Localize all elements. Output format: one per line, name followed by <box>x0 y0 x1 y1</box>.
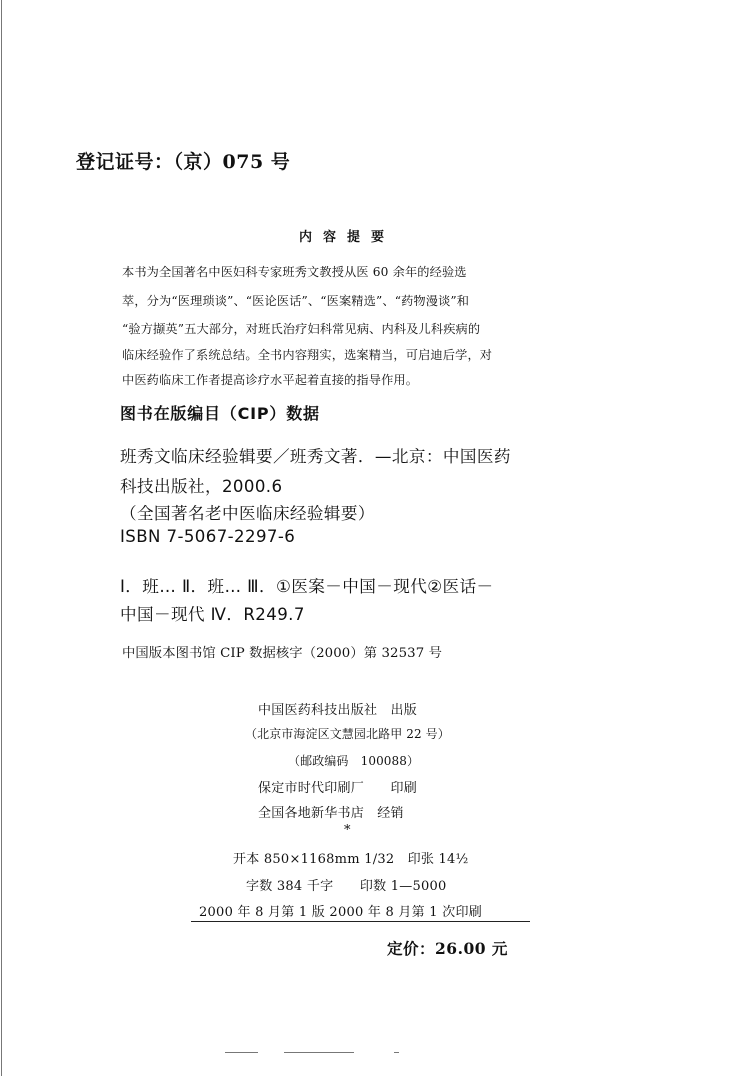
distributor-line: 全国各地新华书店 经销 <box>258 806 404 821</box>
edition-line: 2000 年 8 月第 1 版 2000 年 8 月第 1 次印刷 <box>199 905 482 920</box>
cip-line-classification: Ⅰ．班… Ⅱ．班… Ⅲ．①医案－中国－现代②医话－ <box>120 577 494 596</box>
cip-heading: 图书在版编目（CIP）数据 <box>120 404 320 423</box>
summary-line: 本书为全国著名中医妇科专家班秀文教授从医 60 余年的经验选 <box>122 265 467 279</box>
price-line: 定价：26.00 元 <box>387 939 508 958</box>
publisher-address: （北京市海淀区文慧园北路甲 22 号） <box>245 727 450 741</box>
scan-artifact-line <box>284 1052 354 1053</box>
scan-page-edge <box>1 0 2 1076</box>
registration-number: 登记证号：（京）075 号 <box>76 151 291 173</box>
scan-artifact-line <box>394 1052 399 1053</box>
cip-line-publisher: 科技出版社，2000.6 <box>120 477 283 496</box>
cip-line-isbn: ISBN 7-5067-2297-6 <box>120 527 296 546</box>
printer-line: 保定市时代印刷厂 印刷 <box>258 781 418 796</box>
scan-artifact-line <box>225 1052 258 1053</box>
summary-title: 内容提要 <box>299 230 396 245</box>
summary-line: “验方撷英”五大部分，对班氏治疗妇科常见病、内科及儿科疾病的 <box>122 322 481 336</box>
postcode-line: （邮政编码 100088） <box>288 754 420 768</box>
publisher-line: 中国医药科技出版社 出版 <box>258 703 418 718</box>
separator-star: * <box>344 823 351 838</box>
cip-line-series: （全国著名老中医临床经验辑要） <box>120 504 375 523</box>
format-line: 开本 850×1168mm 1/32 印张 14½ <box>233 852 469 867</box>
cip-line-classification-cont: 中国－现代 Ⅳ．R249.7 <box>120 605 305 624</box>
summary-line: 中医药临床工作者提高诊疗水平起着直接的指导作用。 <box>122 373 419 387</box>
cip-check-number: 中国版本图书馆 CIP 数据核字（2000）第 32537 号 <box>122 646 442 661</box>
word-count-line: 字数 384 千字 印数 1—5000 <box>246 879 447 894</box>
cip-line-title: 班秀文临床经验辑要／班秀文著．—北京：中国医药 <box>120 447 511 466</box>
price-separator-rule <box>191 921 530 922</box>
summary-line: 临床经验作了系统总结。全书内容翔实，选案精当，可启迪后学，对 <box>122 348 493 362</box>
summary-line: 萃，分为“医理琐谈”、“医论医话”、“医案精选”、“药物漫谈”和 <box>122 294 470 308</box>
